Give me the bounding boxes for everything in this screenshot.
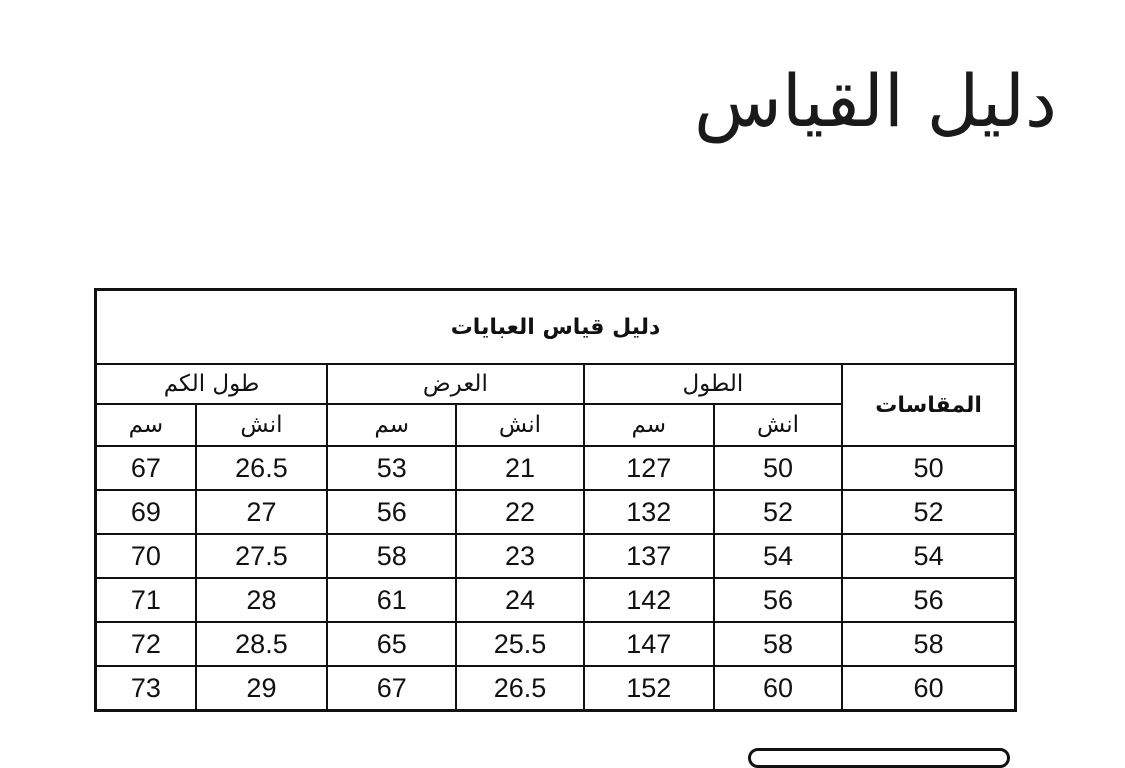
table-cell: 58 bbox=[842, 622, 1015, 666]
table-cell: 132 bbox=[584, 490, 714, 534]
length-header: الطول bbox=[584, 364, 843, 404]
table-cell: 50 bbox=[842, 446, 1015, 490]
cropped-box-outline bbox=[748, 748, 1010, 768]
table-cell: 27 bbox=[196, 490, 327, 534]
table-row bbox=[96, 578, 1016, 622]
table-cell: 54 bbox=[714, 534, 842, 578]
table-cell: 127 bbox=[584, 446, 714, 490]
table-cell: 58 bbox=[714, 622, 842, 666]
unit-header: انش bbox=[456, 404, 583, 446]
table-cell: 73 bbox=[96, 666, 196, 711]
table-row bbox=[96, 622, 1016, 666]
table-cell: 58 bbox=[327, 534, 456, 578]
table-cell: 61 bbox=[327, 578, 456, 622]
size-chart bbox=[94, 288, 1017, 712]
sleeve-length-header: طول الكم bbox=[96, 364, 328, 404]
sizes-header: المقاسات bbox=[842, 364, 1015, 446]
unit-header: انش bbox=[196, 404, 327, 446]
table-cell: 52 bbox=[842, 490, 1015, 534]
table-cell: 22 bbox=[456, 490, 583, 534]
table-cell: 27.5 bbox=[196, 534, 327, 578]
table-cell: 21 bbox=[456, 446, 583, 490]
unit-header: سم bbox=[584, 404, 714, 446]
table-cell: 26.5 bbox=[456, 666, 583, 711]
table-cell: 56 bbox=[714, 578, 842, 622]
table-cell: 54 bbox=[842, 534, 1015, 578]
table-row bbox=[96, 534, 1016, 578]
table-cell: 60 bbox=[842, 666, 1015, 711]
table-row bbox=[96, 490, 1016, 534]
table-cell: 29 bbox=[196, 666, 327, 711]
width-header: العرض bbox=[327, 364, 584, 404]
table-cell: 72 bbox=[96, 622, 196, 666]
unit-header: سم bbox=[96, 404, 196, 446]
table-cell: 56 bbox=[327, 490, 456, 534]
caption-row bbox=[96, 290, 1016, 365]
table-cell: 67 bbox=[96, 446, 196, 490]
table-cell: 53 bbox=[327, 446, 456, 490]
table-cell: 60 bbox=[714, 666, 842, 711]
table-cell: 28.5 bbox=[196, 622, 327, 666]
table-cell: 23 bbox=[456, 534, 583, 578]
table-cell: 28 bbox=[196, 578, 327, 622]
table-cell: 52 bbox=[714, 490, 842, 534]
table-cell: 26.5 bbox=[196, 446, 327, 490]
table-cell: 25.5 bbox=[456, 622, 583, 666]
table-row bbox=[96, 446, 1016, 490]
table-cell: 50 bbox=[714, 446, 842, 490]
table-cell: 69 bbox=[96, 490, 196, 534]
unit-header: سم bbox=[327, 404, 456, 446]
table-cell: 147 bbox=[584, 622, 714, 666]
page-title: دليل القياس bbox=[693, 59, 1057, 143]
table-cell: 24 bbox=[456, 578, 583, 622]
table-row bbox=[96, 666, 1016, 711]
group-header-row bbox=[96, 364, 1016, 404]
table-cell: 67 bbox=[327, 666, 456, 711]
table-cell: 65 bbox=[327, 622, 456, 666]
table-cell: 142 bbox=[584, 578, 714, 622]
table-caption: دليل قياس العبايات bbox=[96, 290, 1016, 365]
table-cell: 70 bbox=[96, 534, 196, 578]
unit-header: انش bbox=[714, 404, 842, 446]
size-table bbox=[94, 288, 1017, 712]
table-cell: 152 bbox=[584, 666, 714, 711]
table-cell: 137 bbox=[584, 534, 714, 578]
table-cell: 71 bbox=[96, 578, 196, 622]
table-cell: 56 bbox=[842, 578, 1015, 622]
